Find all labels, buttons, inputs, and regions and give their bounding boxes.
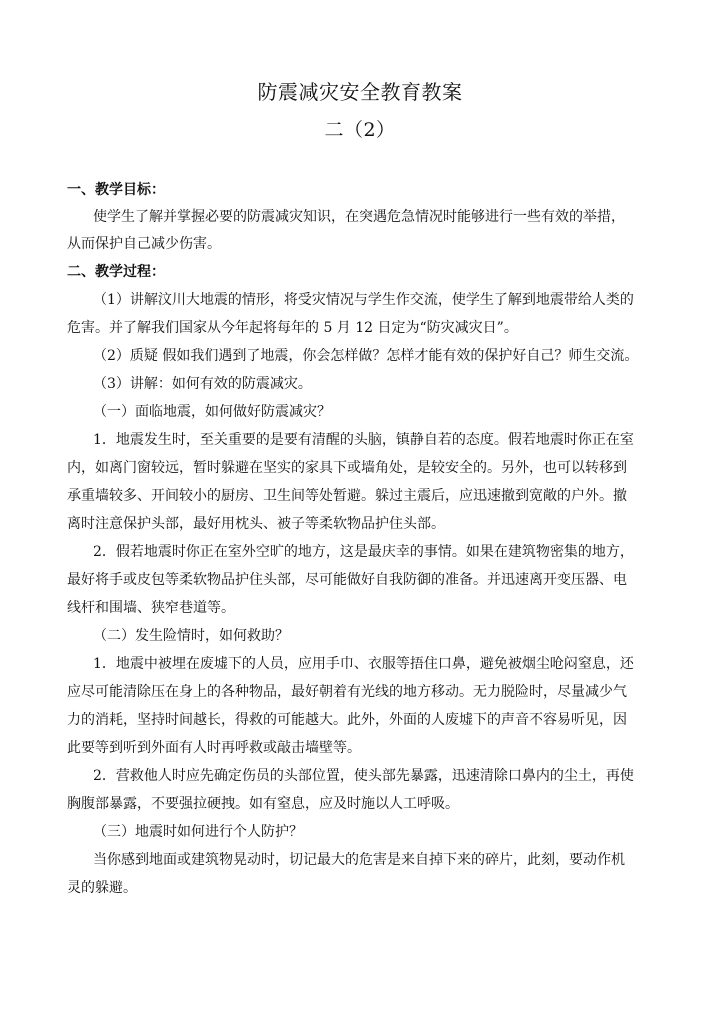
section-heading-process: 二、教学过程：: [67, 264, 165, 280]
paragraph-line: 胸腹部暴露，不要强拉硬拽。如有窒息，应及时施以人工呼吸。: [67, 796, 459, 812]
paragraph-line: 1．地震发生时，至关重要的是要有清醒的头脑，镇静自若的态度。假若地震时你正在室: [93, 432, 634, 448]
subsection-heading: （三）地震时如何进行个人防护？: [93, 824, 303, 840]
subsection-heading: （一）面临地震，如何做好防震减灾？: [93, 404, 331, 420]
paragraph-line: （3）讲解：如何有效的防震减灾。: [93, 376, 312, 392]
paragraph-line: 承重墙较多、开间较小的厨房、卫生间等处暂避。躲过主震后，应迅速撤到宽敞的户外。撤: [67, 488, 627, 504]
paragraph-line: 当你感到地面或建筑物晃动时，切记最大的危害是来自掉下来的碎片，此刻，要动作机: [93, 852, 625, 868]
paragraph-line: （1）讲解汶川大地震的情形，将受灾情况与学生作交流，使学生了解到地震带给人类的: [93, 292, 634, 308]
paragraph-line: 危害。并了解我们国家从今年起将每年的 5 月 12 日定为“防灾减灾日”。: [67, 320, 518, 336]
paragraph-line: 线杆和围墙、狭窄巷道等。: [67, 600, 235, 616]
paragraph-line: 此要等到听到外面有人时再呼救或敲击墙壁等。: [67, 740, 361, 756]
document-title: 防震减灾安全教育教案: [257, 80, 463, 104]
paragraph-line: 力的消耗，坚持时间越长，得救的可能越大。此外，外面的人废墟下的声音不容易听见，因: [67, 712, 627, 728]
paragraph-line: （2）质疑 假如我们遇到了地震，你会怎样做？怎样才能有效的保护好自己？师生交流。: [93, 348, 639, 364]
paragraph-line: 最好将手或皮包等柔软物品护住头部，尽可能做好自我防御的准备。并迅速离开变压器、电: [67, 572, 627, 588]
paragraph-line: 应尽可能清除压在身上的各种物品，最好朝着有光线的地方移动。无力脱险时，尽量减少气: [67, 684, 627, 700]
paragraph-line: 内，如离门窗较远，暂时躲避在坚实的家具下或墙角处，是较安全的。另外，也可以转移到: [67, 460, 627, 476]
paragraph-line: 从而保护自己减少伤害。: [67, 236, 221, 252]
subsection-heading: （二）发生险情时，如何救助？: [93, 628, 289, 644]
paragraph-line: 2．假若地震时你正在室外空旷的地方，这是最庆幸的事情。如果在建筑物密集的地方，: [93, 544, 634, 560]
paragraph-line: 灵的躲避。: [67, 880, 137, 896]
section-heading-objectives: 一、教学目标：: [67, 182, 165, 198]
paragraph-line: 2．营救他人时应先确定伤员的头部位置，使头部先暴露，迅速清除口鼻内的尘土，再使: [93, 768, 634, 784]
paragraph-line: 使学生了解并掌握必要的防震减灾知识，在突遇危急情况时能够进行一些有效的举措，: [93, 209, 625, 225]
paragraph-line: 离时注意保护头部，最好用枕头、被子等柔软物品护住头部。: [67, 516, 445, 532]
document-subtitle: 二（2）: [324, 119, 396, 141]
paragraph-line: 1．地震中被埋在废墟下的人员，应用手巾、衣服等捂住口鼻，避免被烟尘呛闷窒息，还: [93, 656, 634, 672]
